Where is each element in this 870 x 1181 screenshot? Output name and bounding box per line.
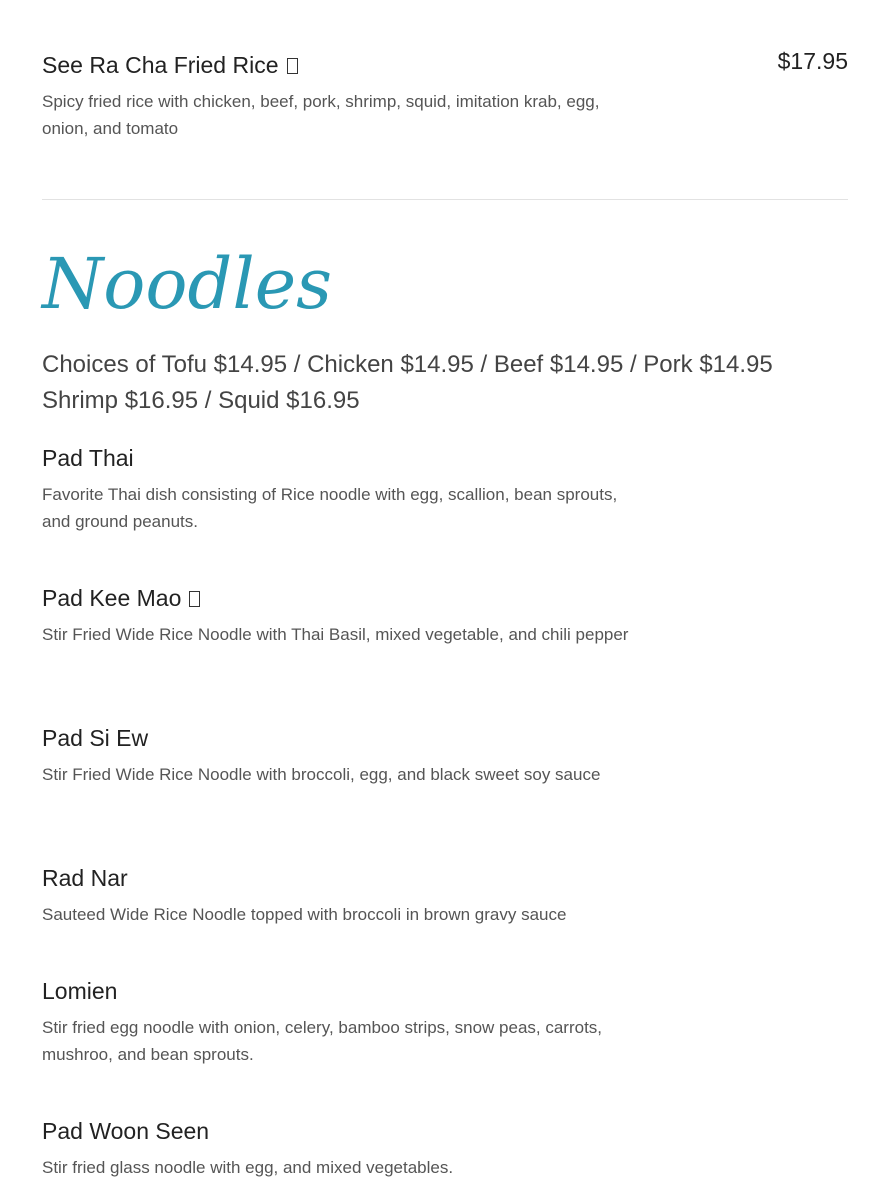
menu-item-price: $17.95 bbox=[777, 48, 848, 74]
section-title-noodles bbox=[42, 232, 333, 325]
menu-item-description: Sauteed Wide Rice Noodle topped with broccoli in brown gravy sauce bbox=[42, 905, 567, 924]
menu-item-title bbox=[42, 584, 200, 612]
menu-item-pad-woon-seen bbox=[42, 1117, 848, 1176]
menu-item-description: Stir fried glass noodle with egg, and mixed vegetables. bbox=[42, 1158, 454, 1177]
section-title-text: Noodles bbox=[42, 243, 333, 325]
menu-item-description: Stir Fried Wide Rice Noodle with broccoli, egg, and black sweet soy sauce bbox=[42, 765, 601, 784]
menu-item-name: Rad Nar bbox=[42, 865, 128, 891]
menu-item-pad-thai bbox=[42, 444, 848, 544]
menu-item-description: Spicy fried rice with chicken, beef, pork, shrimp, squid, imitation krab, egg, onion, and tomato bbox=[42, 92, 600, 138]
menu-item-name: See Ra Cha Fried Rice bbox=[42, 52, 279, 78]
menu-item-lomien bbox=[42, 977, 848, 1077]
menu-item-description: Favorite Thai dish consisting of Rice noodle with egg, scallion, bean sprouts, and ground peanuts. bbox=[42, 485, 618, 531]
choices-line-2: Shrimp $16.95 / Squid $16.95 bbox=[42, 387, 360, 414]
noodle-protein-choices bbox=[42, 347, 842, 419]
spicy-icon bbox=[189, 591, 200, 607]
menu-item-pad-si-ew bbox=[42, 724, 848, 824]
menu-item-description: Stir fried egg noodle with onion, celery, bamboo strips, snow peas, carrots, mushroo, and bean sprouts. bbox=[42, 1018, 603, 1064]
noodles-script-title bbox=[42, 232, 333, 325]
menu-item-name: Pad Woon Seen bbox=[42, 1118, 210, 1144]
menu-item-name: Pad Thai bbox=[42, 445, 134, 471]
menu-item-name: Pad Kee Mao bbox=[42, 585, 182, 611]
section-divider bbox=[42, 199, 848, 200]
choices-line-1: Choices of Tofu $14.95 / Chicken $14.95 / Beef $14.95 / Pork $14.95 bbox=[42, 351, 773, 378]
menu-item-description: Stir Fried Wide Rice Noodle with Thai Basil, mixed vegetable, and chili pepper bbox=[42, 625, 629, 644]
menu-item-name: Pad Si Ew bbox=[42, 725, 149, 751]
menu-item-rad-nar bbox=[42, 864, 848, 944]
menu-item-pad-kee-mao bbox=[42, 584, 848, 684]
spicy-icon bbox=[287, 58, 298, 74]
menu-item-see-ra-cha-fried-rice bbox=[42, 48, 848, 151]
menu-item-name: Lomien bbox=[42, 978, 118, 1004]
menu-item-title bbox=[42, 51, 298, 79]
